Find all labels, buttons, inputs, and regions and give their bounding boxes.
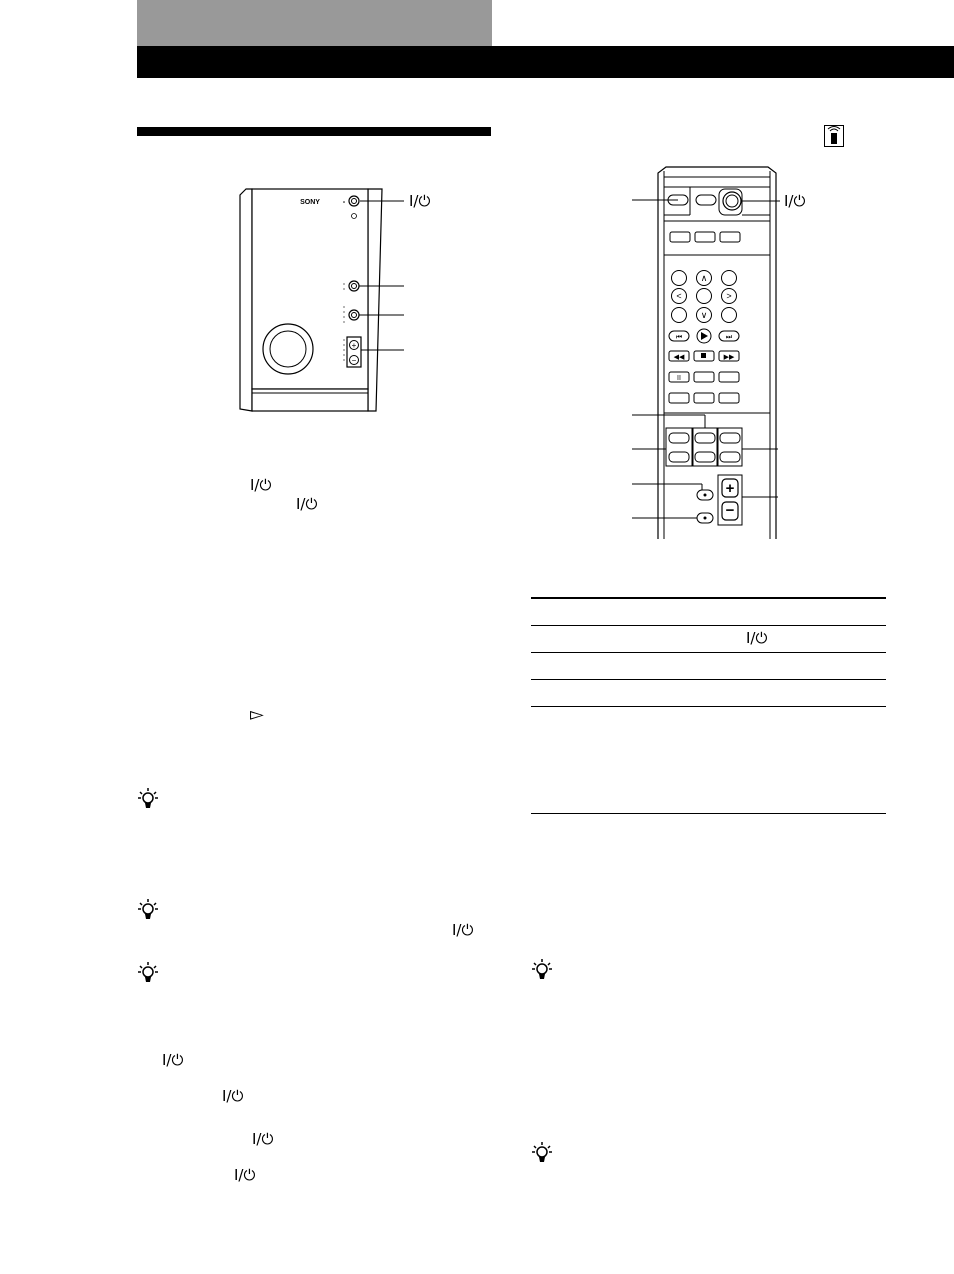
svg-text:⏭: ⏭ [725, 334, 733, 341]
table-rule [531, 652, 886, 653]
table-rule [531, 813, 886, 814]
power-symbol: I/⏻ [296, 495, 318, 513]
svg-text:<: < [676, 291, 682, 301]
power-symbol: I/⏻ [222, 1087, 244, 1105]
svg-text:∨: ∨ [700, 310, 708, 320]
table-rule [531, 597, 886, 599]
svg-text:∧: ∧ [700, 273, 708, 283]
tip-lightbulb-icon [137, 786, 159, 817]
main-unit-illustration [236, 185, 436, 415]
power-symbol: I/⏻ [452, 921, 474, 939]
power-symbol: I/⏻ [746, 629, 768, 647]
table-rule [531, 625, 886, 626]
tip-lightbulb-icon [137, 960, 159, 991]
svg-text:−: − [351, 356, 357, 365]
svg-text:◀◀: ◀◀ [673, 354, 685, 361]
header-bar [137, 46, 954, 78]
remote-power-label: I/⏻ [784, 192, 806, 210]
svg-text:>: > [726, 291, 732, 301]
power-symbol: I/⏻ [234, 1166, 256, 1184]
svg-text:−: − [725, 502, 735, 519]
svg-text:⏮: ⏮ [675, 334, 683, 341]
table-rule [531, 706, 886, 707]
svg-text:+: + [725, 480, 735, 497]
unit-power-label: I/⏻ [409, 192, 431, 210]
power-symbol: I/⏻ [250, 476, 272, 494]
svg-text:II: II [677, 375, 681, 382]
tip-lightbulb-icon [137, 897, 159, 928]
play-symbol: ▻ [250, 704, 264, 725]
remote-control-icon [824, 125, 844, 147]
remote-control-illustration [630, 165, 810, 540]
power-symbol: I/⏻ [162, 1051, 184, 1069]
table-rule [531, 679, 886, 680]
svg-text:▶▶: ▶▶ [723, 354, 735, 361]
power-symbol: I/⏻ [252, 1130, 274, 1148]
section-rule [137, 127, 491, 136]
header-tab [137, 0, 492, 46]
tip-lightbulb-icon [531, 957, 553, 988]
tip-lightbulb-icon [531, 1140, 553, 1171]
brand-label: SONY [300, 199, 320, 206]
svg-text:+: + [351, 341, 357, 350]
